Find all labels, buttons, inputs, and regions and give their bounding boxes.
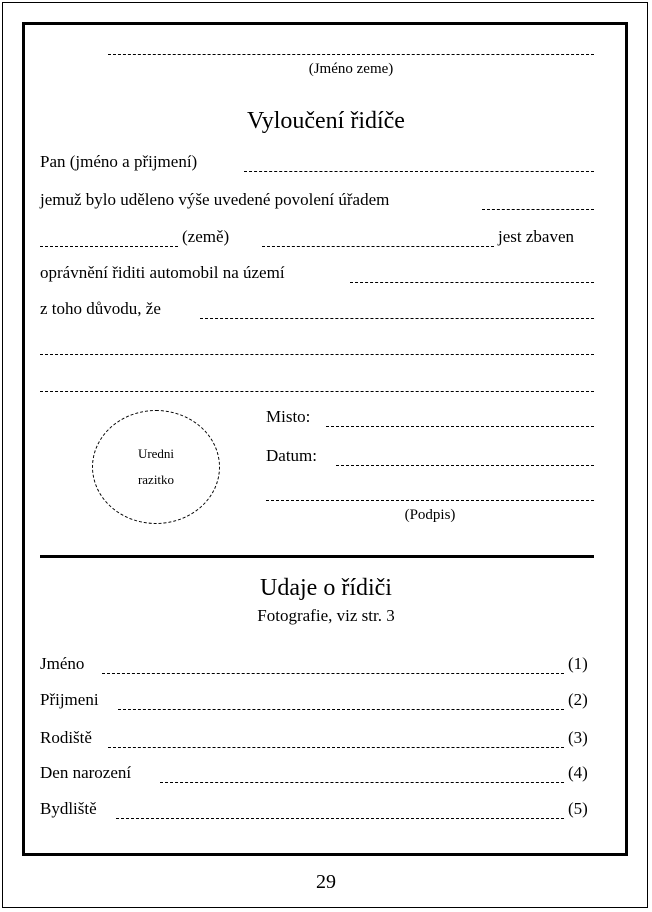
authority-line[interactable]	[482, 209, 594, 210]
driver-first-name-label: Jméno	[40, 654, 85, 673]
driver-birthdate-number: (4)	[568, 763, 588, 782]
section-divider	[40, 555, 594, 558]
driver-birthplace-number: (3)	[568, 728, 588, 747]
country-label: (země)	[182, 227, 230, 246]
driver-first-name-number: (1)	[568, 654, 588, 673]
driver-surname-label: Přijmeni	[40, 690, 99, 709]
photo-note: Fotografie, viz str. 3	[257, 606, 395, 625]
name-line[interactable]	[244, 171, 594, 172]
driver-birthplace-line[interactable]	[108, 747, 564, 748]
place-label: Misto:	[266, 407, 311, 426]
page-number: 29	[316, 871, 336, 893]
place-line[interactable]	[326, 426, 594, 427]
authority-line-cont[interactable]	[40, 246, 178, 247]
driver-residence-line[interactable]	[116, 818, 564, 819]
reason-line-2[interactable]	[40, 354, 594, 355]
right-label: oprávnění řiditi automobil na území	[40, 263, 285, 282]
driver-residence-label: Bydliště	[40, 799, 97, 818]
driver-surname-number: (2)	[568, 690, 588, 709]
official-stamp-circle	[92, 410, 220, 524]
country-line[interactable]	[262, 246, 494, 247]
signature-caption: (Podpis)	[404, 507, 456, 523]
country-name-line[interactable]	[108, 54, 594, 55]
date-label: Datum:	[266, 446, 317, 465]
driver-birthdate-label: Den narození	[40, 763, 132, 782]
driver-first-name-line[interactable]	[102, 673, 564, 674]
section-title-driver: Udaje o řídiči	[260, 575, 392, 601]
reason-label: z toho důvodu, že	[40, 299, 161, 318]
driver-surname-line[interactable]	[118, 709, 564, 710]
reason-line-1[interactable]	[200, 318, 594, 319]
name-label: Pan (jméno a přijmení)	[40, 152, 198, 171]
driver-residence-number: (5)	[568, 799, 588, 818]
stamp-line-1: Uredni	[137, 446, 175, 461]
signature-line[interactable]	[266, 500, 594, 501]
issued-by-label: jemuž bylo uděleno výše uvedené povolení úřadem	[40, 190, 390, 209]
section-title-exclusion: Vyloučení řidíče	[247, 108, 405, 134]
stamp-line-2: razitko	[137, 472, 175, 487]
date-line[interactable]	[336, 465, 594, 466]
driver-birthdate-line[interactable]	[160, 782, 564, 783]
driver-birthplace-label: Rodiště	[40, 728, 92, 747]
reason-line-3[interactable]	[40, 391, 594, 392]
revoked-label: jest zbaven	[498, 227, 574, 246]
country-name-caption: (Jméno zeme)	[308, 61, 394, 77]
territory-line[interactable]	[350, 282, 594, 283]
